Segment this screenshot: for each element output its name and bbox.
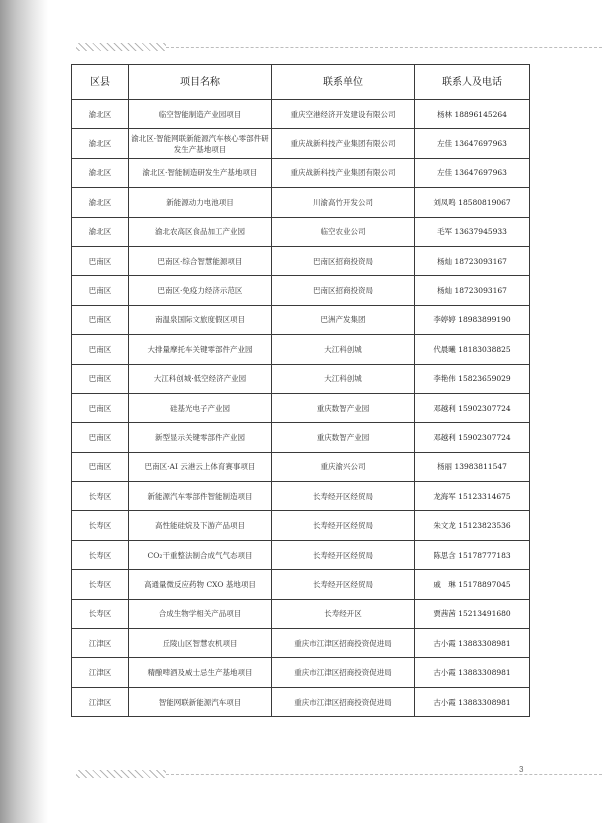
table-row xyxy=(72,570,530,599)
cell-unit: 重庆战新科技产业集团有限公司 xyxy=(272,129,415,158)
cell-unit: 长寿经开区 xyxy=(272,599,415,628)
cell-unit: 重庆战新科技产业集团有限公司 xyxy=(272,158,415,187)
table-row xyxy=(72,364,530,393)
table-row xyxy=(72,335,530,364)
cell-unit: 临空农业公司 xyxy=(272,217,415,246)
table-row xyxy=(72,393,530,422)
cell-contact: 贾茜茜 15213491680 xyxy=(415,599,530,628)
cell-contact: 朱文龙 15123823536 xyxy=(415,511,530,540)
cell-district: 巴南区 xyxy=(72,276,129,305)
cell-district: 江津区 xyxy=(72,658,129,687)
cell-district: 长寿区 xyxy=(72,599,129,628)
cell-contact: 杨林 18896145264 xyxy=(415,100,530,129)
dashed-line xyxy=(166,774,602,775)
cell-project: 硅基光电子产业园 xyxy=(129,393,272,422)
hatch-decoration xyxy=(76,43,166,51)
cell-unit: 巴南区招商投资局 xyxy=(272,246,415,275)
cell-project: 精酿啤酒及威士忌生产基地项目 xyxy=(129,658,272,687)
cell-project: 渝北区·智能制造研发生产基地项目 xyxy=(129,158,272,187)
cell-district: 渝北区 xyxy=(72,129,129,158)
cell-district: 长寿区 xyxy=(72,482,129,511)
cell-project: 巴南区·综合智慧能源项目 xyxy=(129,246,272,275)
cell-unit: 重庆市江津区招商投资促进局 xyxy=(272,687,415,716)
header-rule xyxy=(76,43,602,51)
cell-unit: 长寿经开区经贸局 xyxy=(272,511,415,540)
table-row xyxy=(72,217,530,246)
cell-unit: 重庆数智产业园 xyxy=(272,393,415,422)
cell-contact: 杨灿 18723093167 xyxy=(415,276,530,305)
cell-contact: 古小霞 13883308981 xyxy=(415,687,530,716)
cell-project: 新能源动力电池项目 xyxy=(129,188,272,217)
cell-project: 新型显示关键零部件产业园 xyxy=(129,423,272,452)
cell-project: 临空智能制造产业园项目 xyxy=(129,100,272,129)
cell-contact: 龙海军 15123314675 xyxy=(415,482,530,511)
cell-project: 丘陵山区智慧农机项目 xyxy=(129,629,272,658)
cell-contact: 左佳 13647697963 xyxy=(415,129,530,158)
table-row xyxy=(72,305,530,334)
table-row xyxy=(72,158,530,187)
cell-project: 大江科创城·低空经济产业园 xyxy=(129,364,272,393)
cell-project: 渝北区·智能网联新能源汽车核心零部件研发生产基地项目 xyxy=(129,129,272,158)
hatch-decoration xyxy=(76,770,166,778)
cell-unit: 巴洲产发集团 xyxy=(272,305,415,334)
cell-contact: 毛军 13637945933 xyxy=(415,217,530,246)
cell-district: 渝北区 xyxy=(72,100,129,129)
cell-project: 巴南区·免疫力经济示范区 xyxy=(129,276,272,305)
cell-contact: 刘凤鸣 18580819067 xyxy=(415,188,530,217)
cell-unit: 大江科创城 xyxy=(272,335,415,364)
cell-district: 巴南区 xyxy=(72,423,129,452)
cell-contact: 邓越利 15902307724 xyxy=(415,393,530,422)
cell-project: 渝北农高区食品加工产业园 xyxy=(129,217,272,246)
table-row xyxy=(72,452,530,481)
page-number: 3 xyxy=(519,765,524,774)
header-unit: 联系单位 xyxy=(272,65,415,100)
cell-district: 江津区 xyxy=(72,687,129,716)
cell-district: 长寿区 xyxy=(72,570,129,599)
cell-unit: 重庆渝兴公司 xyxy=(272,452,415,481)
table-row xyxy=(72,540,530,569)
table-row xyxy=(72,687,530,716)
cell-unit: 川渝高竹开发公司 xyxy=(272,188,415,217)
table-row xyxy=(72,129,530,158)
cell-project: 高通量微反应药物 CXO 基地项目 xyxy=(129,570,272,599)
cell-unit: 重庆市江津区招商投资促进局 xyxy=(272,629,415,658)
table-row xyxy=(72,658,530,687)
cell-contact: 戚 琳 15178897045 xyxy=(415,570,530,599)
header-contact: 联系人及电话 xyxy=(415,65,530,100)
table-row xyxy=(72,629,530,658)
cell-contact: 古小霞 13883308981 xyxy=(415,658,530,687)
cell-project: CO₂干重整法制合成气气态项目 xyxy=(129,540,272,569)
cell-district: 江津区 xyxy=(72,629,129,658)
table-row xyxy=(72,511,530,540)
cell-district: 长寿区 xyxy=(72,511,129,540)
cell-unit: 重庆市江津区招商投资促进局 xyxy=(272,658,415,687)
header-district: 区县 xyxy=(72,65,129,100)
table-row xyxy=(72,482,530,511)
cell-district: 巴南区 xyxy=(72,452,129,481)
cell-unit: 大江科创城 xyxy=(272,364,415,393)
cell-district: 渝北区 xyxy=(72,188,129,217)
cell-district: 巴南区 xyxy=(72,335,129,364)
cell-project: 大排量摩托车关键零部件产业园 xyxy=(129,335,272,364)
table-row xyxy=(72,100,530,129)
header-project: 项目名称 xyxy=(129,65,272,100)
table-body xyxy=(72,100,530,717)
cell-project: 高性能硅烷及下游产品项目 xyxy=(129,511,272,540)
cell-project: 合成生物学相关产品项目 xyxy=(129,599,272,628)
cell-district: 巴南区 xyxy=(72,364,129,393)
cell-unit: 重庆数智产业园 xyxy=(272,423,415,452)
cell-unit: 重庆空港经济开发建设有限公司 xyxy=(272,100,415,129)
cell-contact: 邓越利 15902307724 xyxy=(415,423,530,452)
cell-unit: 长寿经开区经贸局 xyxy=(272,482,415,511)
table-row xyxy=(72,599,530,628)
cell-contact: 杨灿 18723093167 xyxy=(415,246,530,275)
table-row xyxy=(72,188,530,217)
cell-contact: 陈思含 15178777183 xyxy=(415,540,530,569)
cell-contact: 李艳伟 15823659029 xyxy=(415,364,530,393)
cell-contact: 代晨曦 18183038825 xyxy=(415,335,530,364)
cell-district: 渝北区 xyxy=(72,158,129,187)
table-row xyxy=(72,423,530,452)
table-row xyxy=(72,276,530,305)
cell-district: 巴南区 xyxy=(72,246,129,275)
cell-contact: 李婷婷 18983899190 xyxy=(415,305,530,334)
cell-district: 渝北区 xyxy=(72,217,129,246)
cell-district: 长寿区 xyxy=(72,540,129,569)
cell-contact: 杨丽 13983811547 xyxy=(415,452,530,481)
project-contact-table xyxy=(71,64,530,717)
cell-unit: 长寿经开区经贸局 xyxy=(272,570,415,599)
dashed-line xyxy=(166,47,602,48)
cell-unit: 长寿经开区经贸局 xyxy=(272,540,415,569)
cell-district: 巴南区 xyxy=(72,393,129,422)
cell-contact: 左佳 13647697963 xyxy=(415,158,530,187)
cell-project: 南温泉国际文旅度假区项目 xyxy=(129,305,272,334)
cell-unit: 巴南区招商投资局 xyxy=(272,276,415,305)
cell-contact: 古小霞 13883308981 xyxy=(415,629,530,658)
table-row xyxy=(72,246,530,275)
table-header-row xyxy=(72,65,530,100)
cell-project: 新能源汽车零部件智能制造项目 xyxy=(129,482,272,511)
cell-district: 巴南区 xyxy=(72,305,129,334)
page-spine-shadow xyxy=(0,0,48,823)
cell-project: 巴南区·AI 云港云上体育赛事项目 xyxy=(129,452,272,481)
cell-project: 智能网联新能源汽车项目 xyxy=(129,687,272,716)
